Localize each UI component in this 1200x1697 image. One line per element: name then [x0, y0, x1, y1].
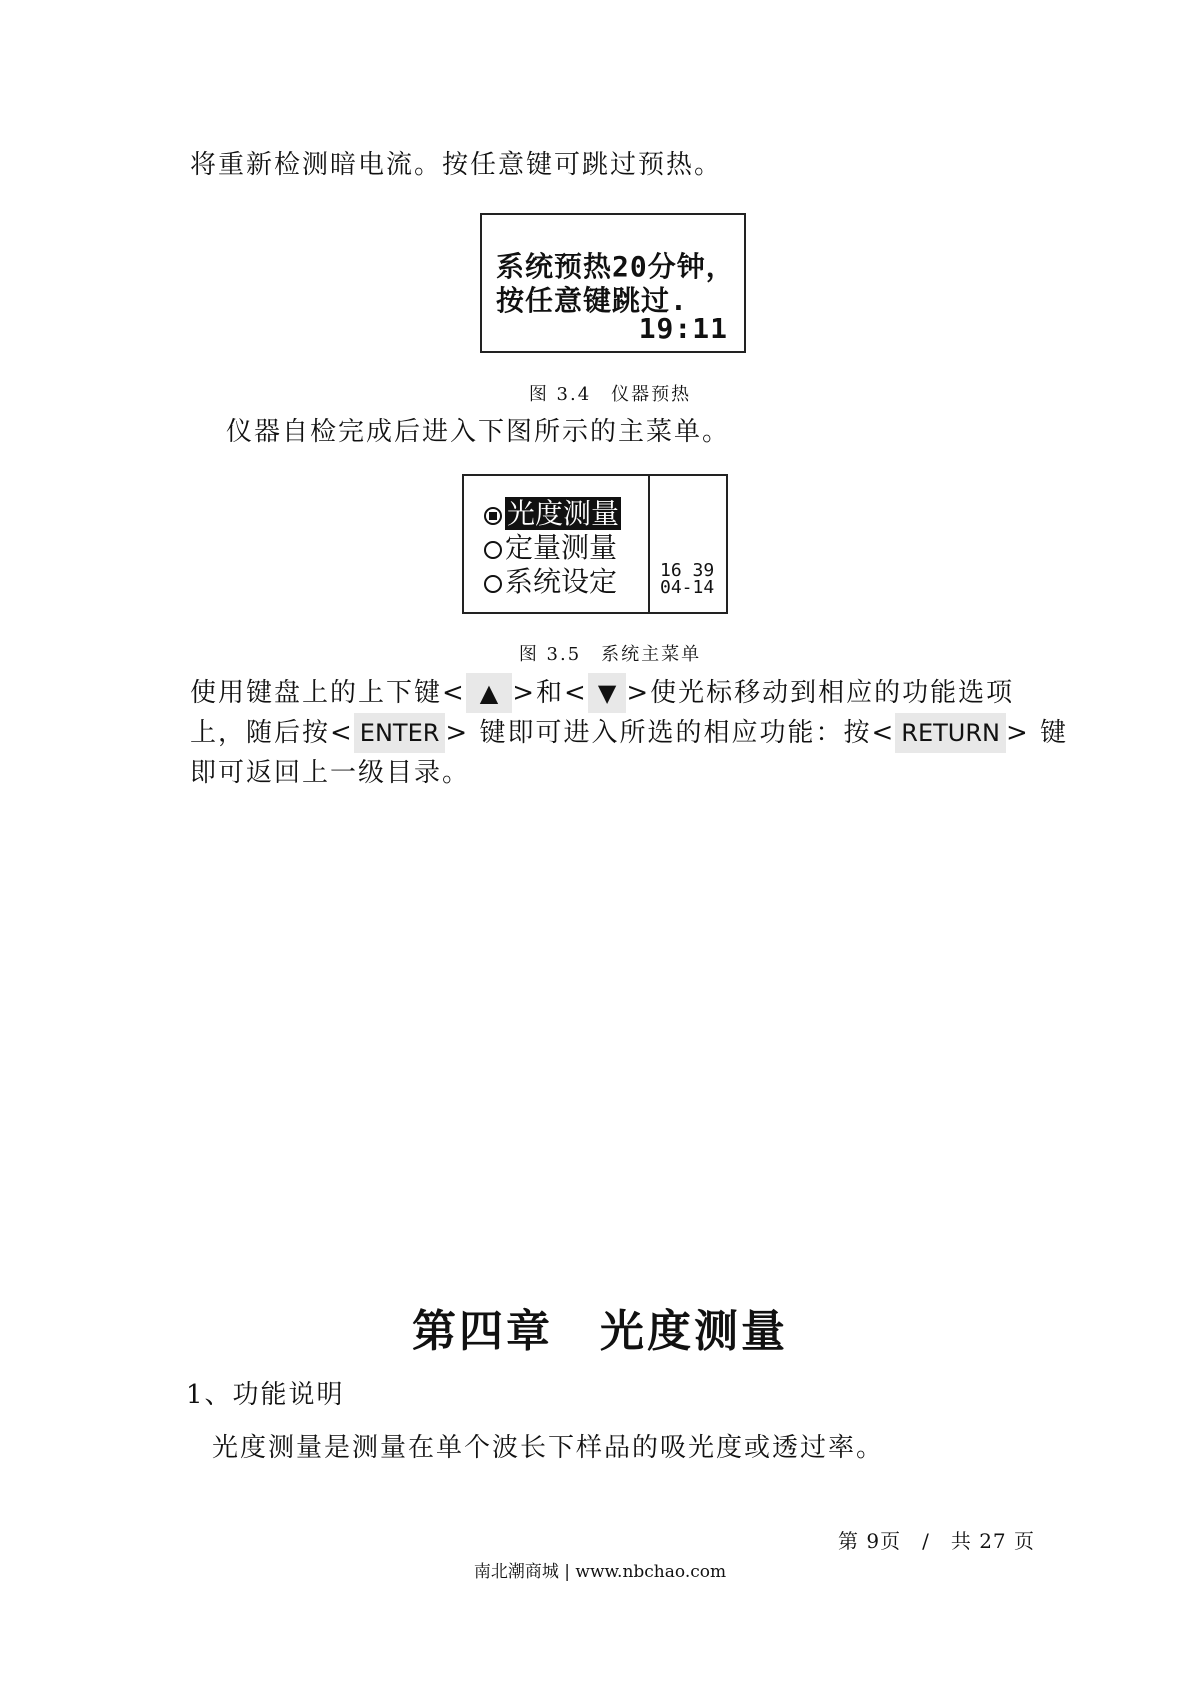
paragraph-main-menu: 仪器自检完成后进入下图所示的主菜单。	[226, 417, 731, 447]
radio-icon	[484, 575, 502, 593]
instructions-line1: 使用键盘上的上下键< ▲ >和< ▼ >使光标移动到相应的功能选项	[190, 673, 1014, 713]
instructions-line2: 上，随后按< ENTER > 键即可进入所选的相应功能：按< RETURN > 键	[190, 713, 1068, 753]
chapter-title: 第四章 光度测量	[412, 1306, 788, 1357]
radio-selected-icon	[484, 507, 502, 525]
lcd-clock-date: 04-14	[660, 577, 715, 598]
menu-item-system-settings[interactable]	[484, 560, 617, 600]
lcd-preheat-line2: 按任意键跳过.	[496, 284, 688, 317]
lcd-preheat-time: 19:11	[638, 312, 728, 345]
figure-caption-3-4: 图 3.4 仪器预热	[528, 384, 692, 405]
footer-page-info: 第 9页 / 共 27 页	[838, 1529, 1035, 1553]
menu-item-label: 光度测量	[507, 497, 620, 530]
key-return: RETURN	[895, 713, 1006, 753]
key-down-icon: ▼	[588, 673, 626, 713]
lcd-main-menu-screen	[462, 474, 728, 614]
menu-item-label: 定量测量	[505, 531, 618, 564]
menu-item-label: 系统设定	[505, 565, 618, 598]
lcd-clock-time: 16 39	[660, 560, 715, 581]
paragraph-top: 将重新检测暗电流。按任意键可跳过预热。	[190, 150, 723, 180]
lcd-preheat-line1: 系统预热20分钟，	[496, 250, 735, 283]
lcd-divider	[648, 476, 650, 612]
radio-icon	[484, 541, 502, 559]
lcd-preheat-screen	[480, 213, 746, 353]
section-heading: 1、功能说明	[186, 1380, 345, 1410]
footer-site: 南北潮商城 | www.nbchao.com	[473, 1562, 727, 1582]
figure-caption-3-5: 图 3.5 系统主菜单	[518, 644, 702, 665]
lcd-clock	[660, 562, 714, 596]
instructions-line3: 即可返回上一级目录。	[190, 758, 471, 788]
key-enter: ENTER	[354, 713, 446, 753]
section-text: 光度测量是测量在单个波长下样品的吸光度或透过率。	[212, 1433, 885, 1463]
key-up-icon: ▲	[466, 673, 512, 713]
